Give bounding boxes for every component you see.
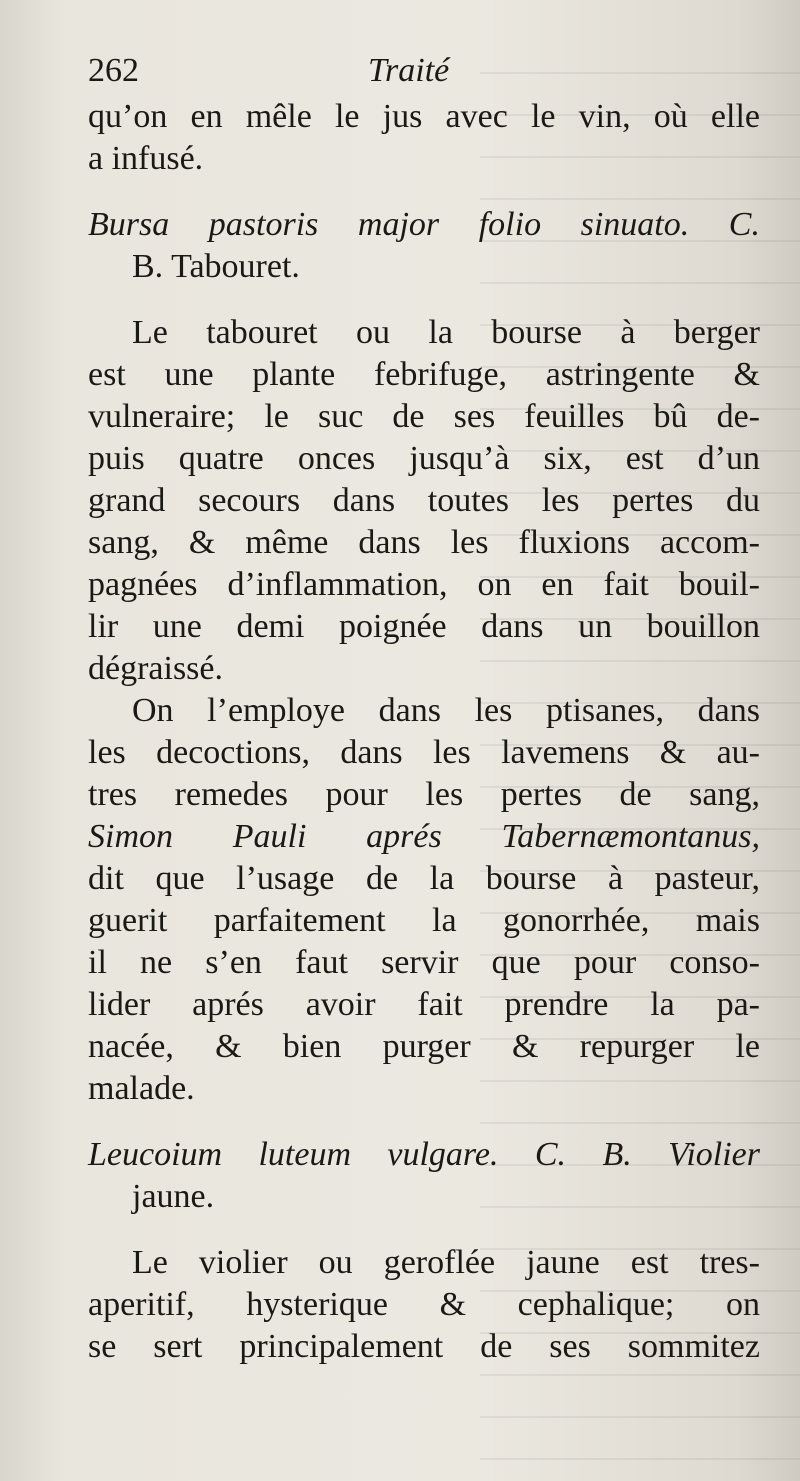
text-line: lider aprés avoir fait prendre la pa- [88,986,760,1023]
text-line: On l’employe dans les ptisanes, dans [132,692,760,729]
text-line: qu’on en mêle le jus avec le vin, où elle [88,98,760,135]
body-text [88,96,760,1368]
text-line: Le violier ou geroflée jaune est tres- [132,1244,760,1281]
text-line: guerit parfaitement la gonorrhée, mais [88,902,760,939]
text-line: lir une demi poignée dans un bouillon [88,608,760,645]
text-line: pagnées d’inflammation, on en fait bouil- [88,566,760,603]
paragraph-gap [88,1110,760,1134]
text-line: nacée, & bien purger & repurger le [88,1028,760,1065]
page-number: 262 [88,52,139,89]
text-line: tres remedes pour les pertes de sang, [88,776,760,813]
text-line: Bursa pastoris major folio sinuato. C. [88,206,760,243]
text-line: se sert principalement de ses sommitez [88,1328,760,1365]
text-line: puis quatre onces jusqu’à six, est d’un [88,440,760,477]
text-line: est une plante febrifuge, astringente & [88,356,760,393]
text-line: aperitif, hysterique & cephalique; on [88,1286,760,1323]
paragraph-gap [88,1218,760,1242]
text-line: sang, & même dans les fluxions accom- [88,524,760,561]
running-header [88,52,748,92]
paragraph-gap [88,180,760,204]
text-line: grand secours dans toutes les pertes du [88,482,760,519]
text-line: Leucoium luteum vulgare. C. B. Violier [88,1136,760,1173]
text-line: les decoctions, dans les lavemens & au- [88,734,760,771]
running-title: Traité [368,52,450,89]
paragraph-gap [88,288,760,312]
text-line: malade. [88,1070,195,1107]
text-line: a infusé. [88,140,204,177]
text-line: B. Tabouret. [132,248,300,285]
text-line: dit que l’usage de la bourse à pasteur, [88,860,760,897]
text-line: dégraissé. [88,650,224,687]
text-line: jaune. [132,1178,215,1215]
text-line: Simon Pauli aprés Tabernæmontanus, [88,818,760,855]
text-line: il ne s’en faut servir que pour conso- [88,944,760,981]
text-line: vulneraire; le suc de ses feuilles bû de- [88,398,760,435]
text-line: Le tabouret ou la bourse à berger [132,314,760,351]
